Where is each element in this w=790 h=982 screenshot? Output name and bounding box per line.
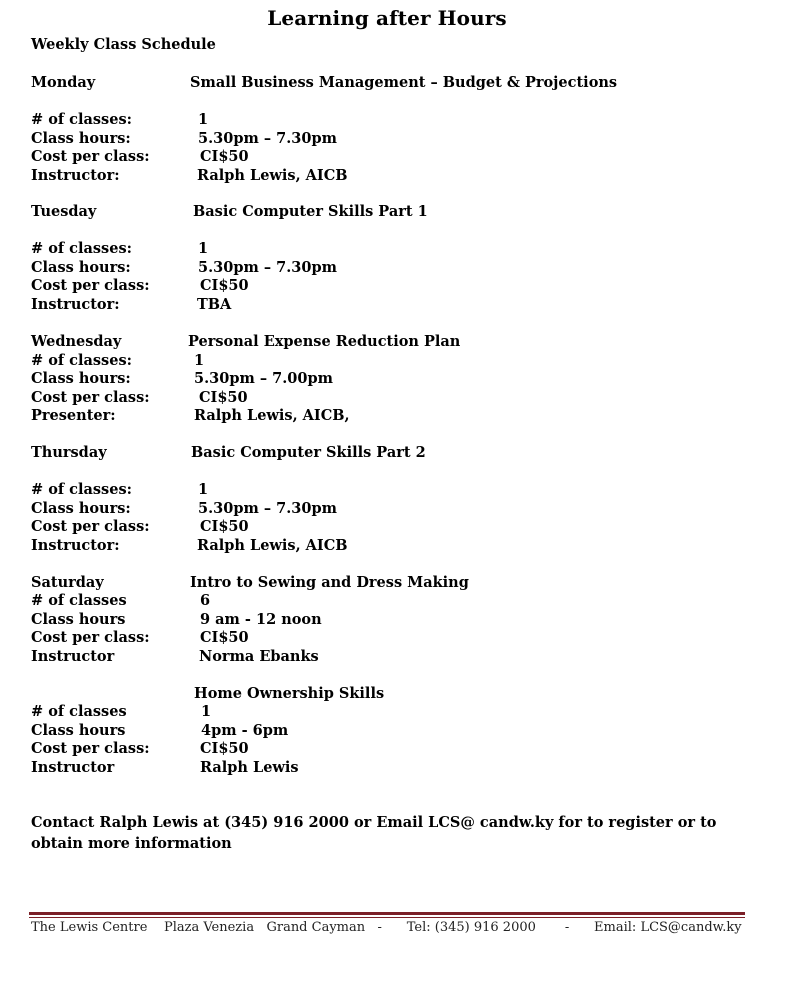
detail-label: # of classes: <box>31 352 132 369</box>
detail-value: 5.30pm – 7.00pm <box>194 370 333 387</box>
detail-value: 5.30pm – 7.30pm <box>198 259 337 276</box>
detail-label: Class hours: <box>31 259 131 276</box>
detail-label: Class hours: <box>31 130 131 147</box>
detail-value: 5.30pm – 7.30pm <box>198 130 337 147</box>
detail-value: 1 <box>198 240 209 257</box>
footer-email: Email: LCS@candw.ky <box>594 920 742 935</box>
footer-separator: - <box>377 920 382 935</box>
day-label: Tuesday <box>31 203 97 220</box>
detail-value: CI$50 <box>199 389 248 406</box>
detail-value: Ralph Lewis <box>200 759 299 776</box>
day-label: Saturday <box>31 574 104 591</box>
detail-value: CI$50 <box>200 148 249 165</box>
detail-value: CI$50 <box>200 277 249 294</box>
detail-value: TBA <box>197 296 232 313</box>
day-label: Monday <box>31 74 96 91</box>
detail-value: CI$50 <box>200 629 249 646</box>
page-subtitle: Weekly Class Schedule <box>31 36 216 53</box>
footer-org: The Lewis Centre <box>31 920 148 935</box>
detail-label: Cost per class: <box>31 518 150 535</box>
footer-rule-thin <box>29 917 745 918</box>
detail-value: 4pm - 6pm <box>201 722 289 739</box>
detail-value: 9 am - 12 noon <box>200 611 322 628</box>
detail-value: 1 <box>194 352 205 369</box>
detail-label: # of classes: <box>31 240 132 257</box>
detail-value: Ralph Lewis, AICB <box>197 167 348 184</box>
course-title: Small Business Management – Budget & Projections <box>190 74 618 91</box>
footer-location: Plaza Venezia Grand Cayman <box>163 920 366 935</box>
detail-label: Instructor <box>31 648 115 665</box>
course-title: Intro to Sewing and Dress Making <box>190 574 469 591</box>
day-label: Thursday <box>31 444 107 461</box>
detail-label: Class hours: <box>31 370 131 387</box>
day-label: Wednesday <box>31 333 122 350</box>
course-title: Home Ownership Skills <box>194 685 385 702</box>
detail-value: 1 <box>198 111 209 128</box>
detail-label: # of classes: <box>31 111 132 128</box>
detail-value: CI$50 <box>200 518 249 535</box>
detail-label: Instructor <box>31 759 115 776</box>
detail-label: Cost per class: <box>31 629 150 646</box>
detail-label: # of classes <box>31 703 127 720</box>
detail-label: Presenter: <box>31 407 116 424</box>
detail-value: Ralph Lewis, AICB, <box>194 407 350 424</box>
footer <box>31 920 742 935</box>
detail-label: Instructor: <box>31 537 120 554</box>
detail-label: Cost per class: <box>31 277 150 294</box>
detail-value: 1 <box>201 703 212 720</box>
course-title: Basic Computer Skills Part 1 <box>193 203 428 220</box>
footer-rule-thick <box>29 912 745 915</box>
detail-label: Cost per class: <box>31 740 150 757</box>
detail-value: Ralph Lewis, AICB <box>197 537 348 554</box>
detail-value: 1 <box>198 481 209 498</box>
detail-label: Cost per class: <box>31 389 150 406</box>
course-title: Personal Expense Reduction Plan <box>188 333 461 350</box>
detail-label: # of classes <box>31 592 127 609</box>
footer-separator: - <box>564 920 570 935</box>
detail-value: CI$50 <box>200 740 249 757</box>
detail-label: Instructor: <box>31 167 120 184</box>
detail-label: # of classes: <box>31 481 132 498</box>
contact-info: Contact Ralph Lewis at (345) 916 2000 or Email LCS@ candw.ky for to register or to obtain more information <box>31 814 717 852</box>
detail-label: Instructor: <box>31 296 120 313</box>
detail-label: Class hours <box>31 611 126 628</box>
detail-value: 5.30pm – 7.30pm <box>198 500 337 517</box>
course-title: Basic Computer Skills Part 2 <box>191 444 426 461</box>
detail-label: Class hours <box>31 722 126 739</box>
detail-value: Norma Ebanks <box>199 648 319 665</box>
detail-label: Class hours: <box>31 500 131 517</box>
detail-value: 6 <box>200 592 211 609</box>
footer-tel: Tel: (345) 916 2000 <box>406 920 536 935</box>
detail-label: Cost per class: <box>31 148 150 165</box>
page-title: Learning after Hours <box>267 6 507 30</box>
